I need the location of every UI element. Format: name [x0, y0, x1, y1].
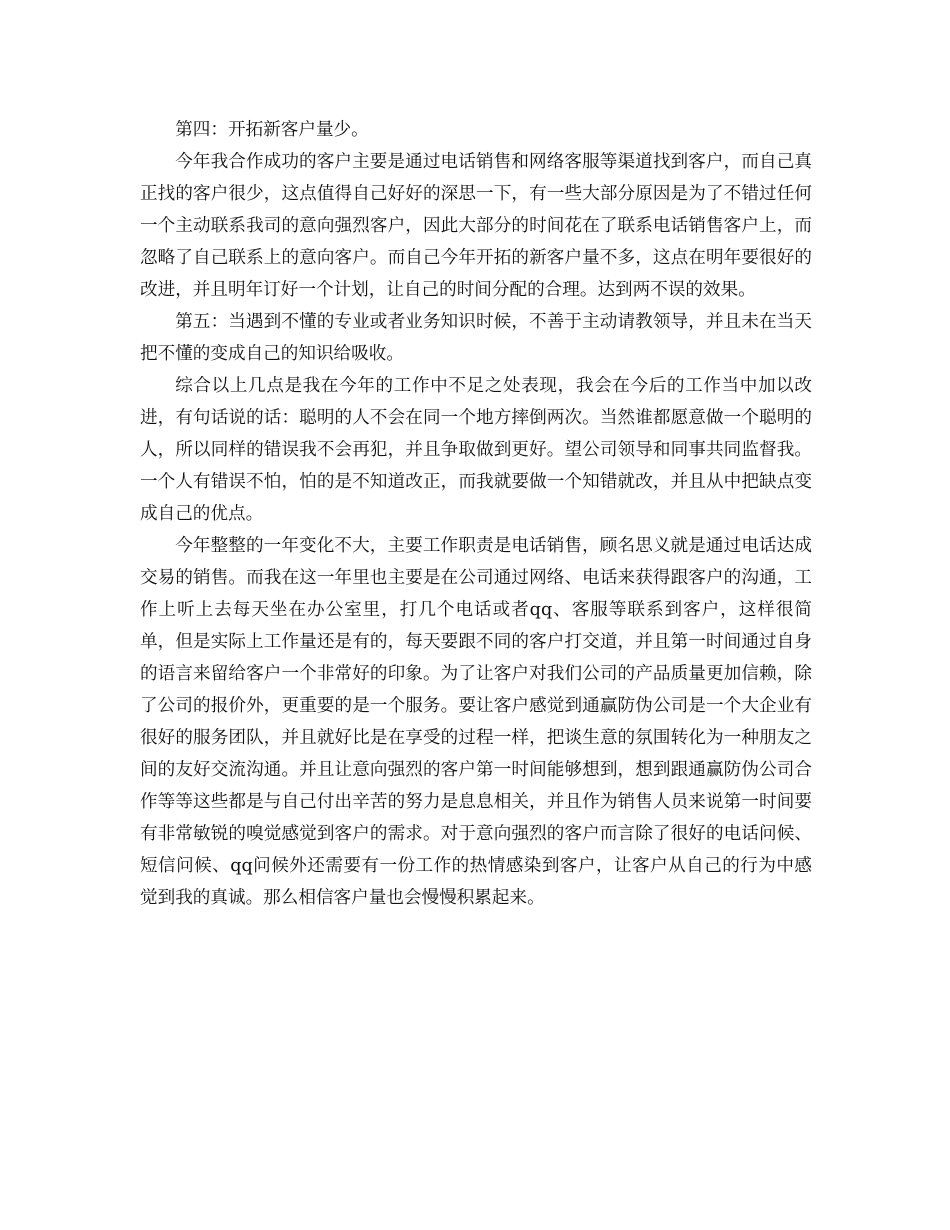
- paragraph-3: 第五：当遇到不懂的专业或者业务知识时候，不善于主动请教领导，并且未在当天把不懂的变成自己的知识给吸收。: [140, 312, 812, 364]
- document-body: [140, 114, 812, 914]
- paragraph-5: 今年整整的一年变化不大，主要工作职责是电话销售，顾名思义就是通过电话达成交易的销售。而我在这一年里也主要是在公司通过网络、电话来获得跟客户的沟通，工作上听上去每天坐在办公室里，打几个电话或者qq、客服等联系到客户，这样很简单，但是实际上工作量还是有的，每天要跟不同的客户打交道，并且第一时间通过自身的语言来留给客户一个非常好的印象。为了让客户对我们公司的产品质量更加信赖，除了公司的报价外，更重要的是一个服务。要让客户感觉到通赢防伪公司是一个大企业有很好的服务团队，并且就好比是在享受的过程一样，把谈生意的氛围转化为一种朋友之间的友好交流沟通。并且让意向强烈的客户第一时间能够想到，想到跟通赢防伪公司合作等等这些都是与自己付出辛苦的努力是息息相关，并且作为销售人员来说第一时间要有非常敏锐的嗅觉感觉到客户的需求。对于意向强烈的客户而言除了很好的电话问候、短信问候、qq问候外还需要有一份工作的热情感染到客户，让客户从自己的行为中感觉到我的真诚。那么相信客户量也会慢慢积累起来。: [140, 536, 812, 908]
- paragraph-4: 综合以上几点是我在今年的工作中不足之处表现，我会在今后的工作当中加以改进，有句话说的话：聪明的人不会在同一个地方摔倒两次。当然谁都愿意做一个聪明的人，所以同样的错误我不会再犯，并且争取做到更好。望公司领导和同事共同监督我。一个人有错误不怕，怕的是不知道改正，而我就要做一个知错就改，并且从中把缺点变成自己的优点。: [140, 376, 812, 524]
- paragraph-1: 第四：开拓新客户量少。: [175, 120, 369, 140]
- paragraph-2: 今年我合作成功的客户主要是通过电话销售和网络客服等渠道找到客户，而自己真正找的客户很少，这点值得自己好好的深思一下，有一些大部分原因是为了不错过任何一个主动联系我司的意向强烈客户，因此大部分的时间花在了联系电话销售客户上，而忽略了自己联系上的意向客户。而自己今年开拓的新客户量不多，这点在明年要很好的改进，并且明年订好一个计划，让自己的时间分配的合理。达到两不误的效果。: [140, 152, 812, 300]
